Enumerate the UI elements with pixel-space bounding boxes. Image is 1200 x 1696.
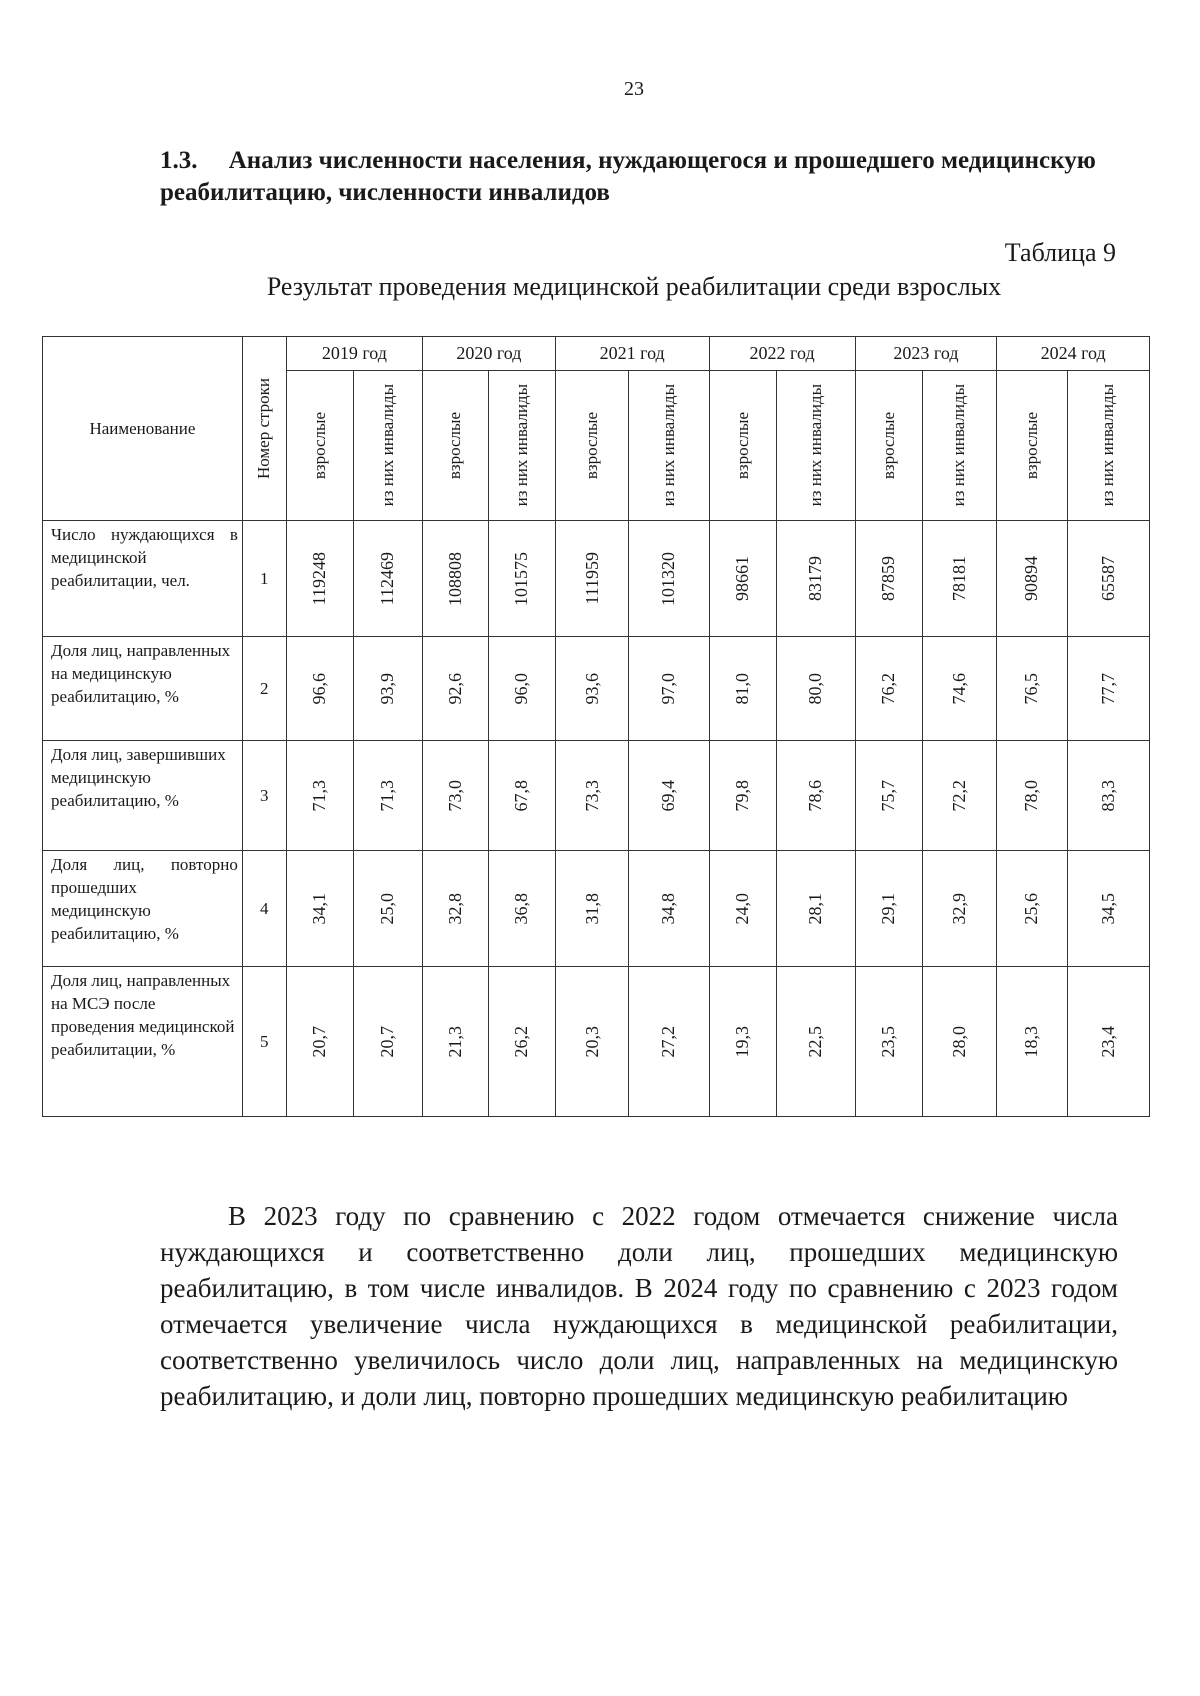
table-cell (555, 851, 629, 967)
table-row (43, 637, 1150, 741)
table-cell (709, 637, 776, 741)
cell-value: 36,8 (511, 892, 532, 925)
cell-value: 71,3 (377, 779, 398, 812)
cell-value: 87859 (878, 556, 899, 601)
table-cell (776, 967, 855, 1117)
table-cell (709, 851, 776, 967)
table-cell (629, 741, 709, 851)
subheader-adults: взрослые (555, 371, 629, 521)
table-cell (488, 967, 555, 1117)
cell-value: 23,4 (1097, 1025, 1118, 1058)
cell-value: 26,2 (511, 1025, 532, 1058)
subheader-disabled: из них инвалиды (776, 371, 855, 521)
row-number: 3 (242, 741, 286, 851)
page-number: 23 (624, 78, 644, 100)
cell-value: 32,8 (444, 892, 465, 925)
table-cell (488, 851, 555, 967)
row-name: Доля лиц, завершивших медицинскую реабилитацию, % (43, 741, 243, 851)
cell-value: 96,6 (309, 672, 330, 705)
cell-value: 72,2 (948, 779, 969, 812)
cell-value: 90894 (1021, 556, 1042, 601)
subheader-adults: взрослые (422, 371, 488, 521)
table-cell (422, 741, 488, 851)
cell-value: 24,0 (732, 892, 753, 925)
table-cell (488, 637, 555, 741)
table-cell (1067, 851, 1149, 967)
table-cell (922, 741, 997, 851)
cell-value: 75,7 (878, 779, 899, 812)
subheader-disabled: из них инвалиды (922, 371, 997, 521)
subheader-disabled: из них инвалиды (353, 371, 422, 521)
year-header: 2020 год (422, 337, 555, 371)
cell-value: 79,8 (732, 779, 753, 812)
row-name: Доля лиц, направленных на медицинскую реабилитацию, % (43, 637, 243, 741)
table-cell (555, 637, 629, 741)
table-cell (353, 851, 422, 967)
cell-value: 25,6 (1021, 892, 1042, 925)
table-cell (488, 741, 555, 851)
cell-value: 101575 (511, 551, 532, 606)
table-cell (353, 741, 422, 851)
subheader-adults: взрослые (855, 371, 922, 521)
cell-value: 28,0 (948, 1025, 969, 1058)
cell-value: 101320 (658, 551, 679, 606)
cell-value: 19,3 (732, 1025, 753, 1058)
table-cell (488, 521, 555, 637)
cell-value: 93,9 (377, 672, 398, 705)
table-row (43, 741, 1150, 851)
subheader-disabled: из них инвалиды (488, 371, 555, 521)
cell-value: 20,3 (581, 1025, 602, 1058)
table-cell (555, 521, 629, 637)
table-cell (1067, 637, 1149, 741)
cell-value: 34,1 (309, 892, 330, 925)
table-row (43, 967, 1150, 1117)
table-cell (997, 967, 1067, 1117)
subheader-adults: взрослые (709, 371, 776, 521)
cell-value: 77,7 (1097, 672, 1118, 705)
section-title-text: Анализ численности населения, нуждающегося и прошедшего медицинскую реабилитацию, численности инвалидов (160, 147, 1096, 206)
cell-value: 80,0 (805, 672, 826, 705)
row-name: Число нуждающихся в медицинской реабилитации, чел. (43, 521, 243, 637)
table-cell (997, 637, 1067, 741)
table-cell (855, 851, 922, 967)
table-cell (286, 521, 353, 637)
table-cell (1067, 967, 1149, 1117)
cell-value: 31,8 (581, 892, 602, 925)
table-cell (629, 521, 709, 637)
cell-value: 92,6 (444, 672, 465, 705)
year-header: 2024 год (997, 337, 1150, 371)
subheader-disabled: из них инвалиды (629, 371, 709, 521)
table-cell (1067, 741, 1149, 851)
cell-value: 32,9 (948, 892, 969, 925)
cell-value: 67,8 (511, 779, 532, 812)
year-header: 2019 год (286, 337, 422, 371)
cell-value: 97,0 (658, 672, 679, 705)
table-cell (855, 967, 922, 1117)
year-header: 2023 год (855, 337, 997, 371)
cell-value: 20,7 (377, 1025, 398, 1058)
row-number: 4 (242, 851, 286, 967)
rehab-table (42, 336, 1150, 1117)
table-body (43, 521, 1150, 1117)
cell-value: 18,3 (1021, 1025, 1042, 1058)
table-cell (997, 521, 1067, 637)
row-number-header: Номер строки (242, 337, 286, 521)
cell-value: 27,2 (658, 1025, 679, 1058)
row-name: Доля лиц, повторно прошедших медицинскую реабилитацию, % (43, 851, 243, 967)
table-cell (776, 637, 855, 741)
cell-value: 73,0 (444, 779, 465, 812)
table-cell (555, 967, 629, 1117)
cell-value: 83179 (805, 556, 826, 601)
table-cell (629, 851, 709, 967)
table-cell (709, 741, 776, 851)
table-cell (422, 521, 488, 637)
cell-value: 108808 (444, 551, 465, 606)
row-number: 1 (242, 521, 286, 637)
name-header: Наименование (43, 337, 243, 521)
cell-value: 83,3 (1097, 779, 1118, 812)
table-cell (776, 851, 855, 967)
cell-value: 20,7 (309, 1025, 330, 1058)
cell-value: 73,3 (581, 779, 602, 812)
table-cell (555, 741, 629, 851)
cell-value: 76,5 (1021, 672, 1042, 705)
table-cell (776, 521, 855, 637)
body-paragraph: В 2023 году по сравнению с 2022 годом отмечается снижение числа нуждающихся и соответственно доли лиц, прошедших медицинскую реабилитацию, в том числе инвалидов. В 2024 году по сравнению с 2023 годом отмечается увеличение числа нуждающихся в медицинской реабилитации, соответственно увеличилось число доли лиц, направленных на медицинскую реабилитацию, и доли лиц, повторно прошедших медицинскую реабилитацию (160, 1201, 1118, 1411)
table-cell (286, 741, 353, 851)
table-cell (855, 637, 922, 741)
table-cell (629, 967, 709, 1117)
cell-value: 34,8 (658, 892, 679, 925)
row-name: Доля лиц, направленных на МСЭ после проведения медицинской реабилитации, % (43, 967, 243, 1117)
cell-value: 119248 (309, 551, 330, 606)
cell-value: 65587 (1097, 556, 1118, 601)
table-cell (629, 637, 709, 741)
subheader-adults: взрослые (997, 371, 1067, 521)
table-row (43, 851, 1150, 967)
row-number: 5 (242, 967, 286, 1117)
section-title (160, 145, 1120, 209)
table-cell (353, 967, 422, 1117)
year-header-row (43, 337, 1150, 371)
table-cell (422, 967, 488, 1117)
table-cell (286, 851, 353, 967)
cell-value: 111959 (581, 552, 602, 605)
cell-value: 29,1 (878, 892, 899, 925)
table-cell (353, 637, 422, 741)
table-row (43, 521, 1150, 637)
table-cell (422, 637, 488, 741)
cell-value: 93,6 (581, 672, 602, 705)
table-cell (776, 741, 855, 851)
section-number: 1.3. (160, 147, 198, 174)
table-cell (922, 637, 997, 741)
table-cell (353, 521, 422, 637)
table-cell (997, 851, 1067, 967)
table-cell (709, 521, 776, 637)
table-label: Таблица 9 (1004, 238, 1116, 267)
cell-value: 98661 (732, 556, 753, 601)
subheader-adults: взрослые (286, 371, 353, 521)
cell-value: 28,1 (805, 892, 826, 925)
table-cell (855, 741, 922, 851)
table-caption: Результат проведения медицинской реабилитации среди взрослых (266, 272, 1002, 301)
table-cell (922, 521, 997, 637)
cell-value: 96,0 (511, 672, 532, 705)
cell-value: 69,4 (658, 779, 679, 812)
table-cell (1067, 521, 1149, 637)
cell-value: 74,6 (948, 672, 969, 705)
cell-value: 78181 (948, 556, 969, 601)
table-cell (422, 851, 488, 967)
table-cell (855, 521, 922, 637)
cell-value: 25,0 (377, 892, 398, 925)
cell-value: 81,0 (732, 672, 753, 705)
table-cell (922, 851, 997, 967)
cell-value: 112469 (377, 551, 398, 606)
cell-value: 71,3 (309, 779, 330, 812)
table-cell (922, 967, 997, 1117)
row-number: 2 (242, 637, 286, 741)
cell-value: 21,3 (444, 1025, 465, 1058)
cell-value: 78,6 (805, 779, 826, 812)
table-cell (709, 967, 776, 1117)
cell-value: 76,2 (878, 672, 899, 705)
table-cell (286, 967, 353, 1117)
table-cell (286, 637, 353, 741)
year-header: 2022 год (709, 337, 855, 371)
year-header: 2021 год (555, 337, 709, 371)
subheader-disabled: из них инвалиды (1067, 371, 1149, 521)
cell-value: 23,5 (878, 1025, 899, 1058)
cell-value: 34,5 (1097, 892, 1118, 925)
cell-value: 78,0 (1021, 779, 1042, 812)
cell-value: 22,5 (805, 1025, 826, 1058)
table-cell (997, 741, 1067, 851)
